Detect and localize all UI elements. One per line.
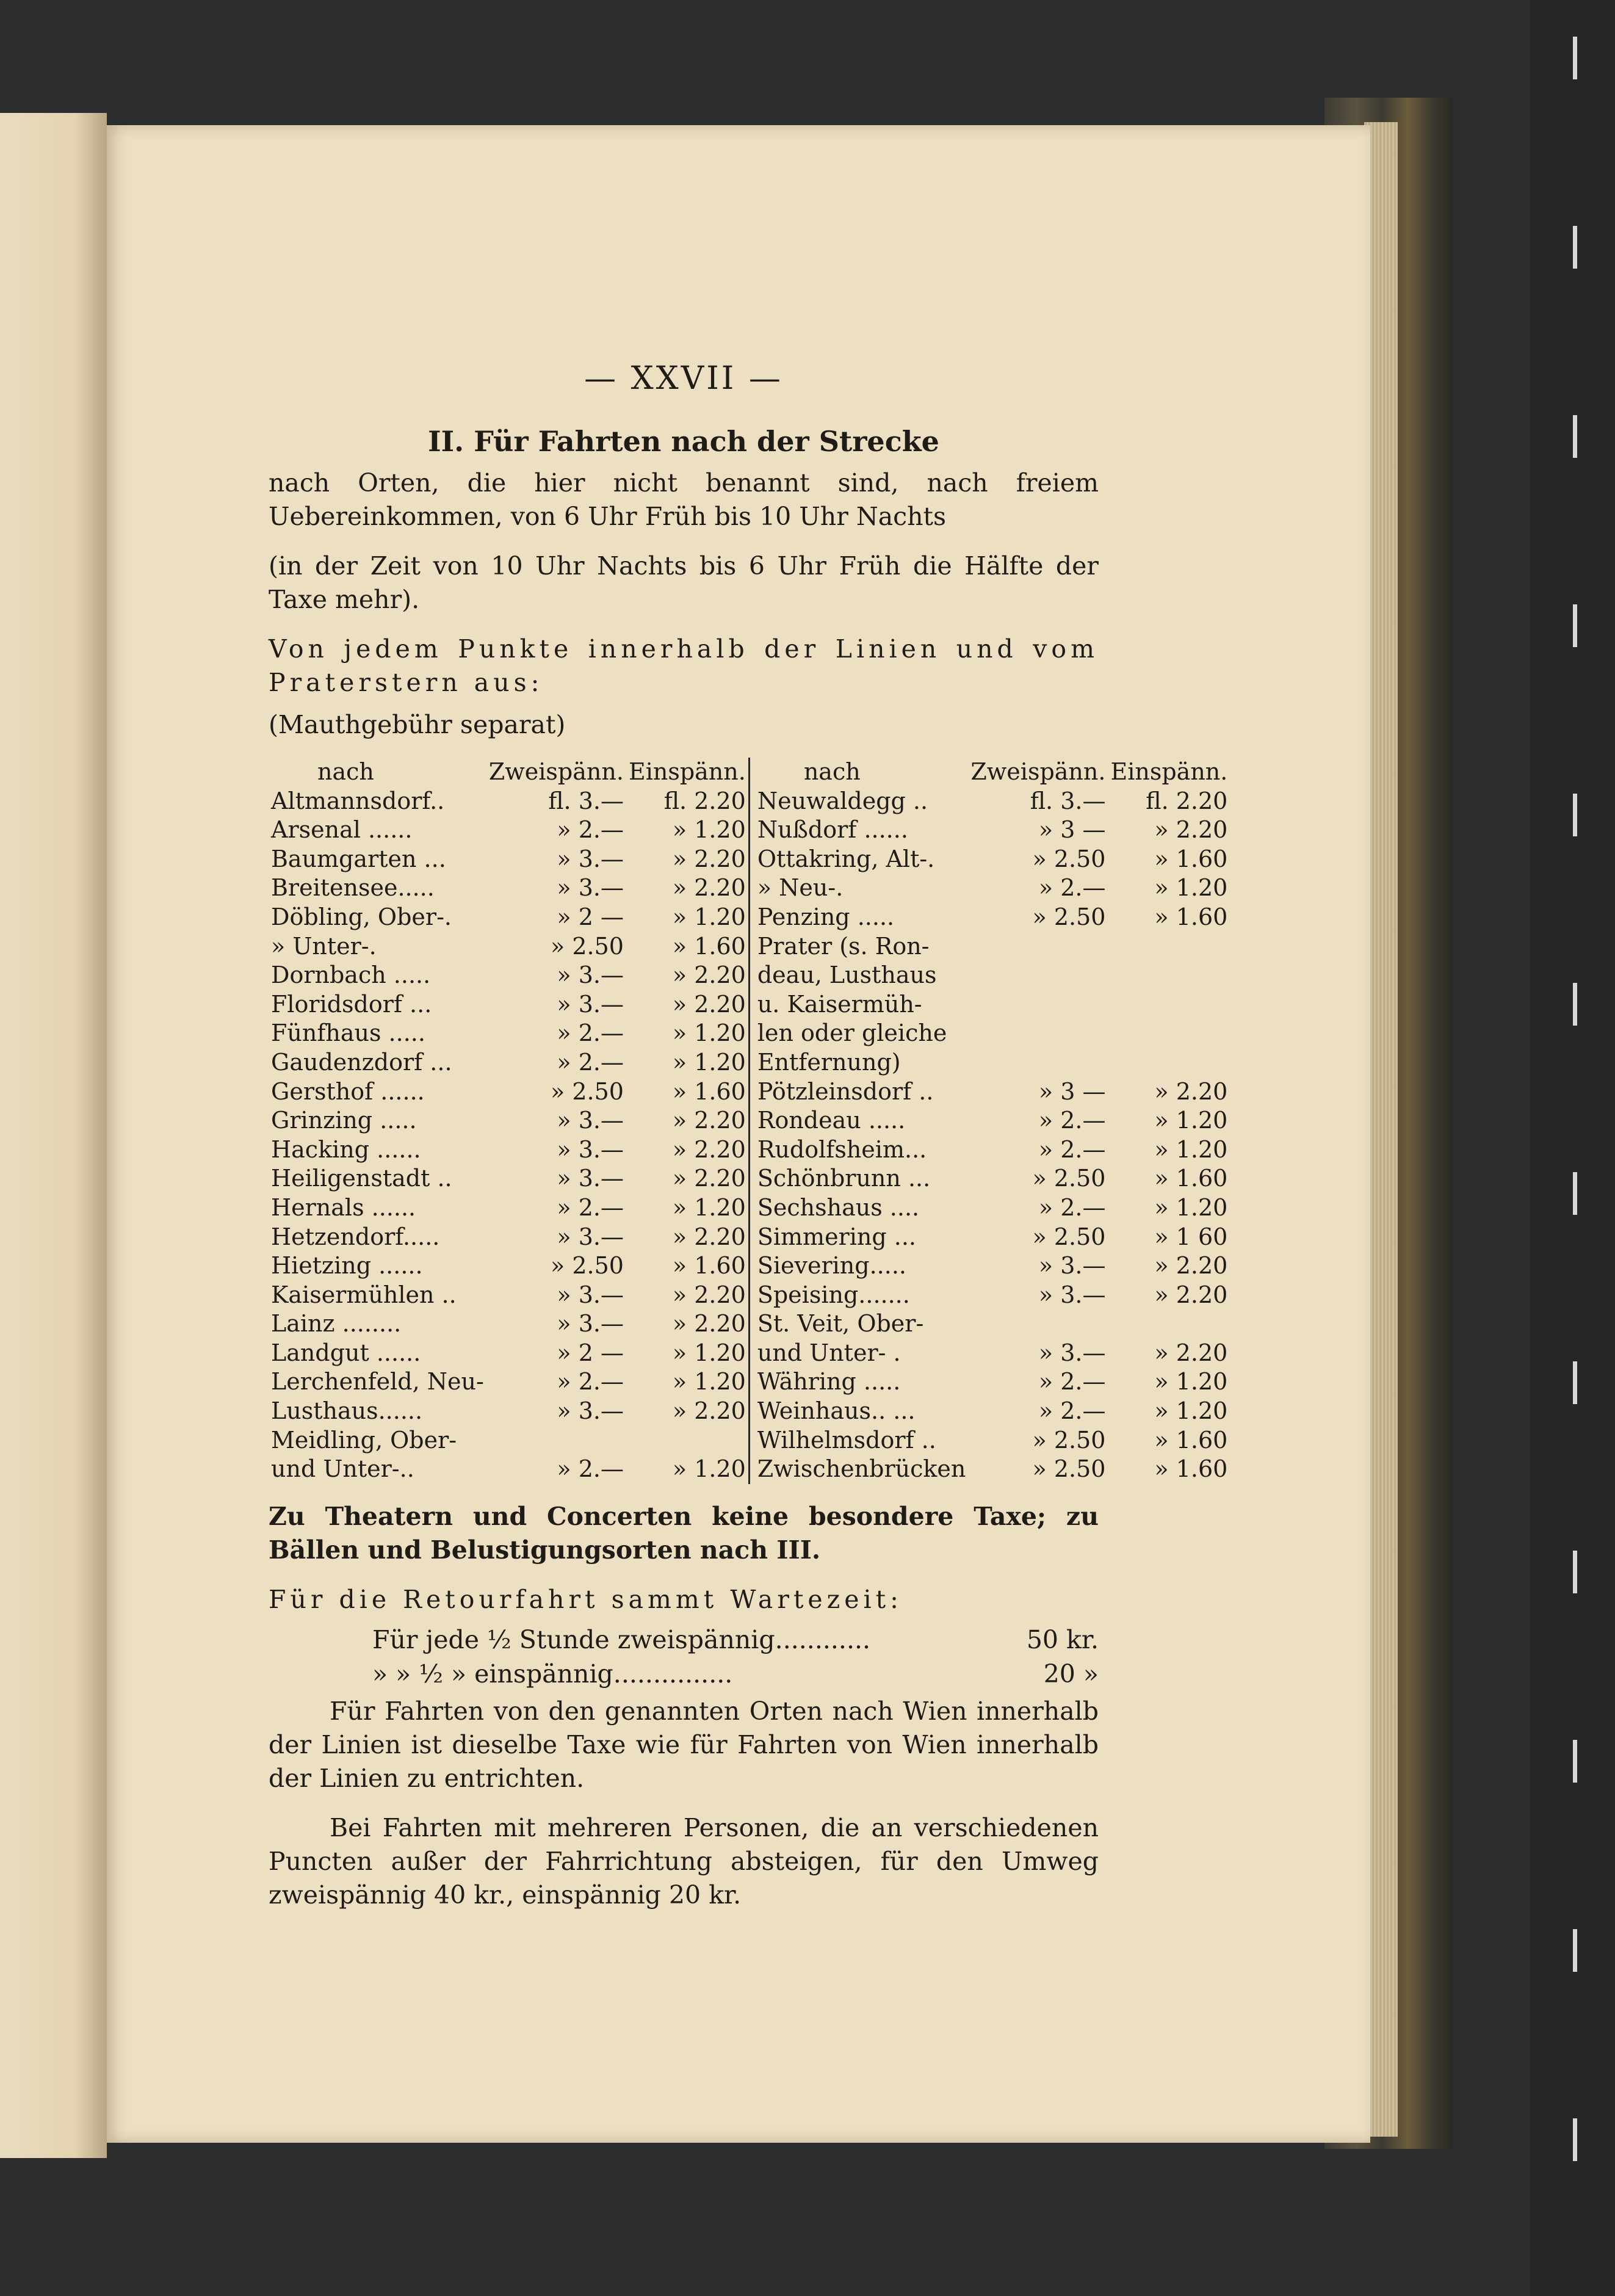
table-row [269, 1077, 1230, 1107]
destination-cell: Döbling, Ober-. [271, 903, 452, 930]
destination-cell: Zwischenbrücken [757, 1455, 966, 1483]
destination-cell: Sechshaus .... [757, 1193, 920, 1221]
two-horse-fare-cell: » 2.— [557, 816, 624, 844]
two-horse-fare-cell: » 2.— [1038, 1193, 1106, 1221]
destination-cell: Kaisermühlen .. [271, 1281, 457, 1308]
column-divider [749, 1135, 755, 1165]
table-row [269, 1397, 1230, 1426]
one-horse-fare-cell: » 2.20 [672, 961, 746, 989]
one-horse-fare-cell: » 1.20 [672, 1339, 746, 1366]
page-content [269, 360, 1228, 1912]
col-header-destination: nach [803, 758, 861, 785]
scroll-tick [1573, 1361, 1577, 1404]
table-row [269, 1339, 1230, 1368]
table-header-row [269, 758, 1230, 787]
table-row [269, 1019, 1230, 1048]
column-divider [749, 903, 755, 932]
scroll-tick [1573, 1740, 1577, 1783]
two-horse-fare-cell: » 3.— [557, 1107, 624, 1134]
table-row [269, 1164, 1230, 1193]
table-row [269, 1135, 1230, 1165]
column-divider [749, 1077, 755, 1107]
two-horse-fare-cell: » 3.— [1038, 1339, 1106, 1366]
section-title: II. Für Fahrten nach der Strecke [428, 425, 939, 458]
two-horse-fare-cell: » 2.— [557, 1048, 624, 1076]
table-row [269, 961, 1230, 990]
two-horse-fare-cell: » 2.50 [551, 1252, 624, 1280]
destination-cell: Dornbach ..... [271, 961, 431, 989]
destination-cell: Hietzing ...... [271, 1252, 423, 1280]
table-row [269, 903, 1230, 932]
destination-cell: Schönbrunn ... [757, 1165, 931, 1192]
one-horse-fare-cell: fl. 2.20 [663, 787, 746, 814]
one-horse-fare-cell: » 1.20 [1154, 1107, 1228, 1134]
two-horse-fare-cell [968, 1048, 1108, 1077]
scroll-tick [1573, 983, 1577, 1026]
one-horse-fare-cell [1108, 1048, 1230, 1077]
column-divider [749, 932, 755, 961]
destination-cell: Penzing ..... [757, 903, 895, 930]
table-row [269, 1048, 1230, 1077]
two-horse-fare-cell: » 2.50 [1032, 1455, 1106, 1483]
scroll-tick [1573, 1551, 1577, 1593]
one-horse-fare-cell: » 2.20 [1154, 816, 1228, 844]
table-row [269, 845, 1230, 874]
two-horse-fare-cell: » 3.— [557, 874, 624, 902]
table-row [269, 1455, 1230, 1484]
destination-cell: Altmannsdorf.. [271, 787, 445, 814]
two-horse-fare-cell: » 2.— [1038, 1368, 1106, 1396]
return-value: 50 kr. [1026, 1624, 1099, 1654]
two-horse-fare-cell: » 3.— [557, 990, 624, 1018]
column-divider [749, 787, 755, 816]
destination-cell: Meidling, Ober- [271, 1426, 457, 1454]
two-horse-fare-cell: » 3.— [1038, 1252, 1106, 1280]
destination-cell: Wilhelmsdorf .. [757, 1426, 936, 1454]
two-horse-fare-cell: » 2.— [557, 1368, 624, 1396]
destination-cell: Prater (s. Ron- [757, 932, 930, 960]
two-horse-fare-cell [486, 1426, 626, 1455]
destination-cell: und Unter-.. [271, 1455, 414, 1483]
one-horse-fare-cell: » 1.60 [1154, 1455, 1228, 1483]
destination-cell: Heiligenstadt .. [271, 1165, 452, 1192]
destination-cell: Währing ..... [757, 1368, 901, 1396]
column-divider [749, 1309, 755, 1339]
one-horse-fare-cell: fl. 2.20 [1146, 787, 1228, 814]
destination-cell: Neuwaldegg .. [757, 787, 928, 814]
column-divider [749, 1367, 755, 1397]
column-divider [749, 1048, 755, 1077]
one-horse-fare-cell: » 2.20 [1154, 1281, 1228, 1308]
one-horse-fare-cell: » 1.20 [1154, 1135, 1228, 1163]
two-horse-fare-cell: » 2.— [557, 1193, 624, 1221]
one-horse-fare-cell: » 2.20 [672, 1310, 746, 1338]
inbound-fare-paragraph: Für Fahrten von den genannten Orten nach Wien innerhalb der Linien ist dieselbe Taxe wie für Fahrten von Wien innerhalb der Linien zu entrichten. [269, 1696, 1099, 1793]
destination-cell: St. Veit, Ober- [757, 1310, 924, 1338]
return-value: 20 » [1043, 1659, 1099, 1689]
one-horse-fare-cell: » 1.20 [672, 1048, 746, 1076]
return-row [269, 1623, 1099, 1657]
destination-cell: Ottakring, Alt-. [757, 845, 935, 872]
col-header-two-horse: Zweispänn. [488, 758, 624, 785]
column-divider [749, 1251, 755, 1281]
two-horse-fare-cell: fl. 3.— [548, 787, 624, 814]
two-horse-fare-cell [968, 1309, 1108, 1339]
two-horse-fare-cell [968, 961, 1108, 990]
destination-cell: Simmering ... [757, 1223, 917, 1250]
destination-cell: Lusthaus...... [271, 1397, 423, 1425]
two-horse-fare-cell: » 2.— [1038, 874, 1106, 902]
col-header-two-horse: Zweispänn. [970, 758, 1106, 785]
two-horse-fare-cell: » 3.— [557, 1310, 624, 1338]
table-row [269, 1193, 1230, 1223]
one-horse-fare-cell [1108, 990, 1230, 1019]
one-horse-fare-cell: » 2.20 [1154, 1339, 1228, 1366]
one-horse-fare-cell: » 1.60 [672, 1077, 746, 1105]
destination-cell: Gersthof ...... [271, 1077, 425, 1105]
two-horse-fare-cell: » 3.— [557, 1165, 624, 1192]
destination-cell: Pötzleinsdorf .. [757, 1077, 934, 1105]
column-divider [749, 990, 755, 1019]
one-horse-fare-cell [1108, 1019, 1230, 1048]
destination-cell: Gaudenzdorf ... [271, 1048, 452, 1076]
two-horse-fare-cell [968, 990, 1108, 1019]
column-divider [749, 1455, 755, 1484]
destination-cell: Landgut ...... [271, 1339, 421, 1366]
two-horse-fare-cell: fl. 3.— [1030, 787, 1106, 814]
destination-cell: Baumgarten ... [271, 845, 446, 872]
destination-cell: Hernals ...... [271, 1193, 416, 1221]
column-divider [749, 1397, 755, 1426]
two-horse-fare-cell: » 2.50 [1032, 845, 1106, 872]
table-row [269, 1367, 1230, 1397]
scroll-tick [1573, 2118, 1577, 2161]
two-horse-fare-cell: » 3.— [1038, 1281, 1106, 1308]
two-horse-fare-cell: » 3 — [1038, 816, 1106, 844]
col-header-one-horse: Einspänn. [628, 758, 746, 785]
two-horse-fare-cell [968, 932, 1108, 961]
one-horse-fare-cell: » 2.20 [672, 874, 746, 902]
toll-note: (Mauthgebühr separat) [269, 710, 566, 739]
destination-cell: Fünfhaus ..... [271, 1019, 425, 1047]
two-horse-fare-cell: » 2 — [557, 903, 624, 930]
two-horse-fare-cell: » 2.50 [551, 1077, 624, 1105]
two-horse-fare-cell: » 2.— [557, 1455, 624, 1483]
one-horse-fare-cell: » 2.20 [672, 990, 746, 1018]
destination-cell: Nußdorf ...... [757, 816, 908, 844]
destination-cell: Arsenal ...... [271, 816, 413, 844]
destination-cell: deau, Lusthaus [757, 961, 937, 989]
table-row [269, 990, 1230, 1019]
column-divider [749, 961, 755, 990]
one-horse-fare-cell: » 1.20 [672, 816, 746, 844]
one-horse-fare-cell: » 2.20 [672, 1281, 746, 1308]
two-horse-fare-cell: » 2.— [1038, 1135, 1106, 1163]
one-horse-fare-cell [1108, 932, 1230, 961]
table-row [269, 1251, 1230, 1281]
one-horse-fare-cell: » 1.20 [1154, 1368, 1228, 1396]
one-horse-fare-cell: » 1.60 [672, 1252, 746, 1280]
column-divider [749, 874, 755, 903]
two-horse-fare-cell: » 2.50 [551, 932, 624, 960]
one-horse-fare-cell [1108, 961, 1230, 990]
one-horse-fare-cell: » 1.20 [672, 1193, 746, 1221]
destination-cell: Lainz ........ [271, 1310, 402, 1338]
destination-cell: Rondeau ..... [757, 1107, 906, 1134]
column-divider [749, 1223, 755, 1252]
destination-cell: Hetzendorf..... [271, 1223, 440, 1250]
one-horse-fare-cell: » 1.60 [1154, 1165, 1228, 1192]
column-divider [749, 1019, 755, 1048]
column-divider [749, 845, 755, 874]
viewer-background [1530, 0, 1615, 2296]
column-divider [749, 1106, 755, 1135]
one-horse-fare-cell: » 2.20 [1154, 1252, 1228, 1280]
one-horse-fare-cell: » 1.20 [1154, 1397, 1228, 1425]
destination-cell: » Unter-. [271, 932, 377, 960]
one-horse-fare-cell [1108, 1309, 1230, 1339]
table-row [269, 1309, 1230, 1339]
page-number: — XXVII — [584, 360, 783, 397]
table-row [269, 787, 1230, 816]
table-row [269, 1426, 1230, 1455]
one-horse-fare-cell: » 2.20 [672, 1165, 746, 1192]
column-divider [749, 1193, 755, 1223]
two-horse-fare-cell: » 3.— [557, 1281, 624, 1308]
two-horse-fare-cell: » 3.— [557, 961, 624, 989]
table-row [269, 932, 1230, 961]
return-fares [269, 1623, 1099, 1691]
one-horse-fare-cell: » 1.20 [672, 1368, 746, 1396]
fare-table [269, 758, 1230, 1484]
table-row [269, 874, 1230, 903]
one-horse-fare-cell: » 1.20 [1154, 874, 1228, 902]
two-horse-fare-cell: » 3.— [557, 845, 624, 872]
two-horse-fare-cell: » 3 — [1038, 1077, 1106, 1105]
one-horse-fare-cell: » 1.60 [1154, 845, 1228, 872]
table-row [269, 1223, 1230, 1252]
destination-cell: Rudolfsheim... [757, 1135, 927, 1163]
column-divider [749, 1164, 755, 1193]
two-horse-fare-cell: » 2.50 [1032, 1223, 1106, 1250]
one-horse-fare-cell: » 2.20 [672, 1135, 746, 1163]
scroll-tick [1573, 37, 1577, 79]
scroll-tick [1573, 1172, 1577, 1215]
two-horse-fare-cell: » 3.— [557, 1397, 624, 1425]
column-divider [749, 758, 755, 787]
one-horse-fare-cell: » 2.20 [672, 1223, 746, 1250]
one-horse-fare-cell: » 2.20 [672, 845, 746, 872]
destination-cell: Breitensee..... [271, 874, 435, 902]
return-label: » » ½ » einspännig............... [372, 1659, 733, 1689]
destination-cell: Lerchenfeld, Neu- [271, 1368, 484, 1396]
one-horse-fare-cell: » 1.60 [672, 932, 746, 960]
destination-cell: Floridsdorf ... [271, 990, 432, 1018]
one-horse-fare-cell: » 1.20 [1154, 1193, 1228, 1221]
two-horse-fare-cell: » 2.50 [1032, 1165, 1106, 1192]
col-header-one-horse: Einspänn. [1110, 758, 1228, 785]
table-row [269, 1281, 1230, 1310]
two-horse-fare-cell: » 2.50 [1032, 903, 1106, 930]
two-horse-fare-cell: » 2.— [1038, 1397, 1106, 1425]
two-horse-fare-cell: » 2.— [1038, 1107, 1106, 1134]
destination-cell: len oder gleiche [757, 1019, 947, 1047]
one-horse-fare-cell: » 1 60 [1154, 1223, 1228, 1250]
destination-cell: Sievering..... [757, 1252, 906, 1280]
two-horse-fare-cell: » 2.— [557, 1019, 624, 1047]
two-horse-fare-cell [968, 1019, 1108, 1048]
destination-cell: und Unter- . [757, 1339, 901, 1366]
origin-note: Von jedem Punkte innerhalb der Linien und vom Praterstern aus: [269, 634, 1099, 697]
one-horse-fare-cell: » 1.20 [672, 1455, 746, 1483]
scroll-tick [1573, 794, 1577, 836]
return-heading: Für die Retourfahrt sammt Wartezeit: [269, 1584, 903, 1614]
theatre-note: Zu Theatern und Concerten keine besondere Taxe; zu Bällen und Belustigungsorten nach III. [269, 1501, 1099, 1565]
scroll-tick [1573, 226, 1577, 269]
one-horse-fare-cell: » 1.20 [672, 903, 746, 930]
destination-cell: Hacking ...... [271, 1135, 421, 1163]
two-horse-fare-cell: » 2.50 [1032, 1426, 1106, 1454]
col-header-destination: nach [317, 758, 374, 785]
scroll-tick [1573, 415, 1577, 458]
detour-fare-paragraph: Bei Fahrten mit mehreren Personen, die an verschiedenen Puncten außer der Fahrrichtung absteigen, für den Umweg zweispännig 40 kr., einspännig 20 kr. [269, 1813, 1099, 1910]
column-divider [749, 1339, 755, 1368]
return-row [269, 1657, 1099, 1691]
destination-cell: u. Kaisermüh- [757, 990, 922, 1018]
one-horse-fare-cell: » 1.60 [1154, 903, 1228, 930]
one-horse-fare-cell: » 2.20 [1154, 1077, 1228, 1105]
table-row [269, 1106, 1230, 1135]
column-divider [749, 1426, 755, 1455]
left-page [0, 113, 107, 2158]
scroll-tick [1573, 604, 1577, 647]
intro-paragraph: nach Orten, die hier nicht benannt sind, nach freiem Uebereinkommen, von 6 Uhr Früh bis 10 Uhr Nachts [269, 468, 1099, 531]
one-horse-fare-cell: » 1.20 [672, 1019, 746, 1047]
destination-cell: Entfernung) [757, 1048, 901, 1076]
destination-cell: » Neu-. [757, 874, 844, 902]
one-horse-fare-cell: » 2.20 [672, 1107, 746, 1134]
return-label: Für jede ½ Stunde zweispännig............ [372, 1624, 871, 1654]
destination-cell: Speising....... [757, 1281, 910, 1308]
scroll-tick [1573, 1929, 1577, 1972]
one-horse-fare-cell: » 1.60 [1154, 1426, 1228, 1454]
one-horse-fare-cell: » 2.20 [672, 1397, 746, 1425]
column-divider [749, 1281, 755, 1310]
two-horse-fare-cell: » 3.— [557, 1223, 624, 1250]
night-surcharge-note: (in der Zeit von 10 Uhr Nachts bis 6 Uhr Früh die Hälfte der Taxe mehr). [269, 551, 1099, 614]
table-row [269, 816, 1230, 845]
column-divider [749, 816, 755, 845]
fare-table-body [269, 787, 1230, 1484]
two-horse-fare-cell: » 3.— [557, 1135, 624, 1163]
two-horse-fare-cell: » 2 — [557, 1339, 624, 1366]
destination-cell: Grinzing ..... [271, 1107, 417, 1134]
one-horse-fare-cell [626, 1426, 749, 1455]
destination-cell: Weinhaus.. ... [757, 1397, 916, 1425]
